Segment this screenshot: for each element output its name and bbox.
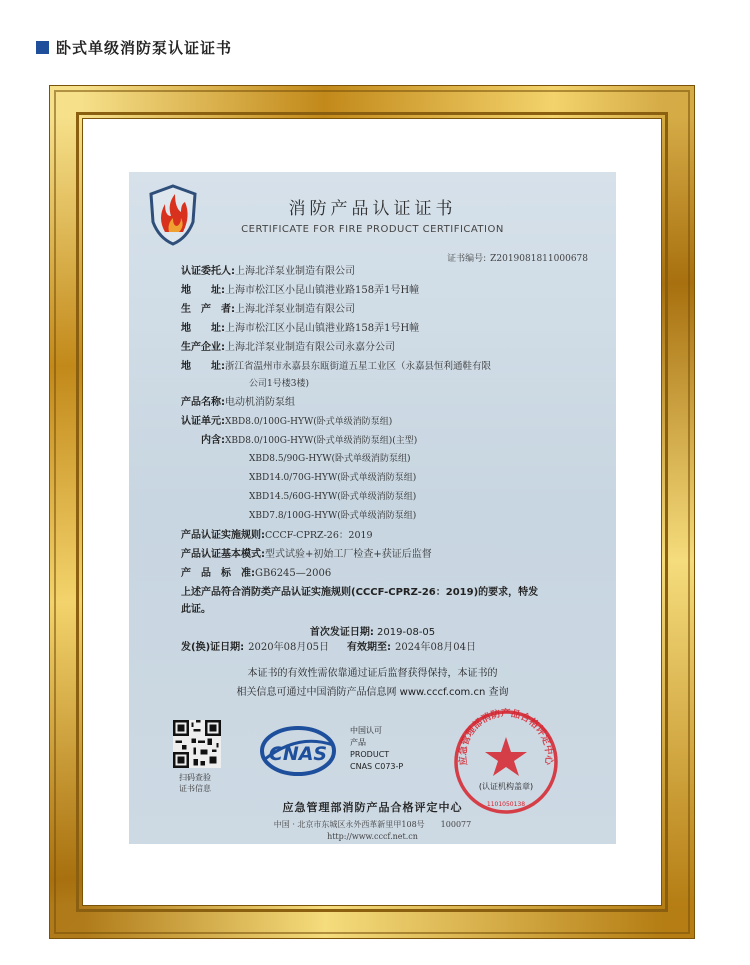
field-value: GB6245—2006 bbox=[255, 568, 332, 579]
field-row bbox=[181, 265, 355, 279]
cnas-line: CNAS C073-P bbox=[350, 762, 404, 771]
field-label: 内含: bbox=[181, 435, 225, 446]
field-label: 认证委托人: bbox=[181, 266, 235, 277]
field-value: 上海北洋泵业制造有限公司 bbox=[235, 304, 355, 315]
cnas-accreditation-text bbox=[350, 725, 403, 773]
model-item: XBD8.5/90G-HYW(卧式单级消防泵组) bbox=[249, 454, 411, 464]
stamp-code: 1101050138 bbox=[486, 801, 526, 808]
statement-line: 此证。 bbox=[181, 604, 211, 615]
header-square-icon bbox=[36, 41, 49, 54]
reissue-value: 2020年08月05日 bbox=[248, 642, 330, 653]
certificate-subtitle: CERTIFICATE FOR FIRE PRODUCT CERTIFICATION bbox=[241, 224, 504, 235]
cnas-line: 产品 bbox=[350, 738, 366, 747]
reissue-label: 发(换)证日期: bbox=[181, 642, 245, 653]
stamp-note: (认证机构盖章) bbox=[478, 782, 534, 791]
notice-line: 本证书的有效性需依靠通过证后监督获得保持，本证书的 bbox=[247, 668, 498, 679]
field-value: 浙江省温州市永嘉县东瓯街道五星工业区（永嘉县恒利通鞋有限 bbox=[225, 361, 492, 372]
field-value: 上海北洋泵业制造有限公司永嘉分公司 bbox=[225, 342, 395, 353]
field-value: 上海北洋泵业制造有限公司 bbox=[235, 266, 355, 277]
issuer-website: http://www.cccf.net.cn bbox=[327, 832, 418, 841]
notice-line: 相关信息可通过中国消防产品信息网 www.cccf.com.cn 查询 bbox=[236, 687, 509, 698]
field-row bbox=[181, 396, 295, 410]
issuer-name: 应急管理部消防产品合格评定中心 bbox=[282, 801, 463, 814]
field-label: 地 址: bbox=[181, 323, 225, 334]
field-row bbox=[181, 341, 395, 355]
valid-value: 2024年08月04日 bbox=[395, 642, 476, 653]
cnas-logo-text: CNAS bbox=[268, 743, 328, 765]
field-label: 生 产 者: bbox=[181, 304, 235, 315]
page-title: 卧式单级消防泵认证证书 bbox=[56, 38, 233, 57]
field-row bbox=[181, 303, 355, 317]
field-label: 地 址: bbox=[181, 285, 225, 296]
field-label: 产品名称: bbox=[181, 397, 225, 408]
field-value: 电动机消防泵组 bbox=[225, 397, 295, 408]
certificate-number-label: 证书编号: bbox=[447, 254, 487, 264]
dates-row bbox=[181, 641, 476, 655]
field-value: 上海市松江区小昆山镇港业路158弄1号H幢 bbox=[225, 285, 420, 296]
qr-label: 扫码查验 bbox=[179, 773, 211, 782]
model-item: XBD14.0/70G-HYW(卧式单级消防泵组) bbox=[249, 473, 417, 483]
certificate-title: 消防产品认证证书 bbox=[288, 199, 457, 219]
certificate-number bbox=[447, 251, 588, 264]
certificate-number-value: Z2019081811000678 bbox=[490, 254, 588, 264]
issuer-address: 中国 · 北京市东城区永外西革新里甲108号 100077 bbox=[273, 820, 472, 829]
field-row bbox=[181, 434, 417, 448]
field-row bbox=[181, 548, 432, 562]
field-value: 型式试验+初始工厂检查+获证后监督 bbox=[265, 549, 432, 560]
certificate bbox=[129, 172, 616, 844]
field-label: 认证单元: bbox=[181, 416, 225, 427]
statement-line: 上述产品符合消防类产品认证实施规则(CCCF-CPRZ-26：2019)的要求，特发 bbox=[181, 587, 539, 598]
field-value: CCCF-CPRZ-26：2019 bbox=[265, 530, 373, 541]
first-issue-date bbox=[129, 623, 616, 638]
field-label: 产品认证基本模式: bbox=[181, 549, 265, 560]
field-row bbox=[181, 529, 373, 543]
cnas-line: PRODUCT bbox=[350, 750, 390, 759]
valid-label: 有效期至: bbox=[347, 642, 392, 653]
field-label: 地 址: bbox=[181, 361, 225, 372]
page-header bbox=[36, 36, 232, 58]
field-row bbox=[181, 360, 491, 374]
model-item: XBD7.8/100G-HYW(卧式单级消防泵组) bbox=[249, 511, 417, 521]
field-label: 产品认证实施规则: bbox=[181, 530, 265, 541]
field-label: 生产企业: bbox=[181, 342, 225, 353]
field-value: XBD8.0/100G-HYW(卧式单级消防泵组)(主型) bbox=[225, 436, 418, 446]
field-row bbox=[181, 322, 419, 336]
qr-label: 证书信息 bbox=[179, 784, 211, 793]
field-label: 产 品 标 准: bbox=[181, 568, 255, 579]
first-issue-label: 首次发证日期: bbox=[309, 627, 374, 638]
field-row bbox=[181, 567, 331, 581]
field-value: XBD8.0/100G-HYW(卧式单级消防泵组) bbox=[225, 417, 393, 427]
model-item: XBD14.5/60G-HYW(卧式单级消防泵组) bbox=[249, 492, 417, 502]
field-row bbox=[181, 284, 419, 298]
cnas-line: 中国认可 bbox=[350, 726, 382, 735]
field-value: 上海市松江区小昆山镇港业路158弄1号H幢 bbox=[225, 323, 420, 334]
qr-code-icon bbox=[173, 720, 221, 768]
cnas-logo-icon bbox=[257, 723, 339, 779]
stamp-text: 应急管理部消防产品合格评定中心 bbox=[457, 708, 555, 766]
first-issue-value: 2019-08-05 bbox=[377, 627, 436, 638]
field-value-continued: 公司1号楼3楼) bbox=[249, 379, 309, 389]
field-row bbox=[181, 415, 392, 429]
